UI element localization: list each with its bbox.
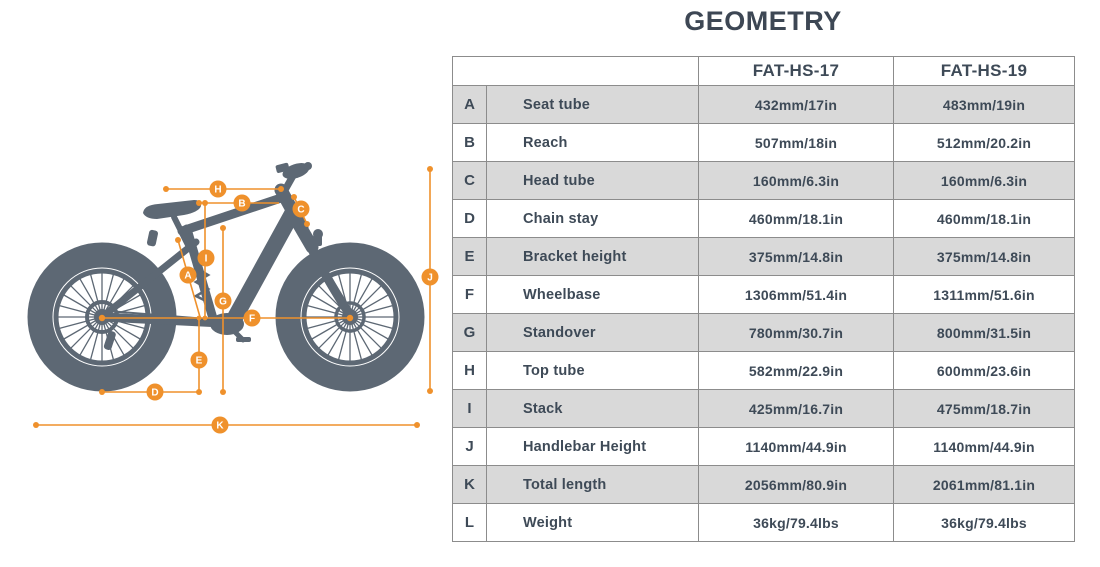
table-row-a <box>453 86 1075 124</box>
table-row-k <box>453 466 1075 504</box>
page-title: GEOMETRY <box>684 6 842 36</box>
row-value-17: 582mm/22.9in <box>699 352 894 390</box>
marker-badge-c <box>293 201 310 218</box>
row-value-17: 432mm/17in <box>699 86 894 124</box>
row-value-19: 160mm/6.3in <box>894 162 1075 200</box>
marker-badge-d <box>147 384 164 401</box>
row-key: G <box>453 314 487 352</box>
table-row-l <box>453 504 1075 542</box>
table-row-c <box>453 162 1075 200</box>
table-row-h <box>453 352 1075 390</box>
row-value-19: 475mm/18.7in <box>894 390 1075 428</box>
table-row-j <box>453 428 1075 466</box>
marker-letter-c: C <box>297 204 305 216</box>
marker-letter-b: B <box>238 198 246 210</box>
row-key: A <box>453 86 487 124</box>
marker-letter-i: I <box>204 253 208 265</box>
marker-letter-g: G <box>219 296 227 308</box>
marker-letter-a: A <box>184 270 192 282</box>
row-key: B <box>453 124 487 162</box>
row-label: Standover <box>487 314 699 352</box>
row-value-19: 483mm/19in <box>894 86 1075 124</box>
row-key: I <box>453 390 487 428</box>
marker-badge-e <box>191 352 208 369</box>
marker-badge-a <box>180 267 197 284</box>
row-key: D <box>453 200 487 238</box>
row-value-19: 512mm/20.2in <box>894 124 1075 162</box>
row-key: E <box>453 238 487 276</box>
marker-letter-f: F <box>248 313 256 325</box>
row-key: C <box>453 162 487 200</box>
marker-badge-j <box>422 269 439 286</box>
row-value-17: 160mm/6.3in <box>699 162 894 200</box>
marker-badge-b <box>234 195 251 212</box>
table-row-b <box>453 124 1075 162</box>
table-row-e <box>453 238 1075 276</box>
row-value-17: 375mm/14.8in <box>699 238 894 276</box>
dimension-line-g <box>220 225 226 395</box>
row-value-17: 1140mm/44.9in <box>699 428 894 466</box>
row-value-17: 36kg/79.4lbs <box>699 504 894 542</box>
row-value-19: 600mm/23.6in <box>894 352 1075 390</box>
table-row-i <box>453 390 1075 428</box>
bike-silhouette <box>40 160 412 379</box>
marker-badge-k <box>212 417 229 434</box>
row-key: L <box>453 504 487 542</box>
row-label: Seat tube <box>487 86 699 124</box>
row-label: Bracket height <box>487 238 699 276</box>
row-label: Stack <box>487 390 699 428</box>
row-value-17: 780mm/30.7in <box>699 314 894 352</box>
marker-letter-k: K <box>216 420 224 432</box>
marker-badge-h <box>210 181 227 198</box>
bike-geometry-diagram <box>0 135 450 455</box>
row-key: H <box>453 352 487 390</box>
row-value-19: 800mm/31.5in <box>894 314 1075 352</box>
marker-badge-g <box>215 293 232 310</box>
row-label: Top tube <box>487 352 699 390</box>
column-header-fat-hs-19: FAT-HS-19 <box>894 57 1075 86</box>
table-row-g <box>453 314 1075 352</box>
row-value-17: 1306mm/51.4in <box>699 276 894 314</box>
row-value-17: 425mm/16.7in <box>699 390 894 428</box>
row-label: Handlebar Height <box>487 428 699 466</box>
row-label: Reach <box>487 124 699 162</box>
row-value-19: 1140mm/44.9in <box>894 428 1075 466</box>
row-value-19: 375mm/14.8in <box>894 238 1075 276</box>
marker-letter-h: H <box>214 184 222 196</box>
marker-letter-d: D <box>151 387 159 399</box>
geometry-table <box>452 56 1075 542</box>
table-row-d <box>453 200 1075 238</box>
row-label: Total length <box>487 466 699 504</box>
row-value-19: 1311mm/51.6in <box>894 276 1075 314</box>
row-value-19: 460mm/18.1in <box>894 200 1075 238</box>
row-value-17: 507mm/18in <box>699 124 894 162</box>
row-value-17: 2056mm/80.9in <box>699 466 894 504</box>
column-header-fat-hs-17: FAT-HS-17 <box>699 57 894 86</box>
row-key: F <box>453 276 487 314</box>
row-value-19: 36kg/79.4lbs <box>894 504 1075 542</box>
marker-letter-j: J <box>427 272 433 284</box>
row-label: Wheelbase <box>487 276 699 314</box>
marker-badge-f <box>244 310 261 327</box>
table-row-f <box>453 276 1075 314</box>
row-key: J <box>453 428 487 466</box>
row-key: K <box>453 466 487 504</box>
header-row <box>453 57 1075 86</box>
row-label: Weight <box>487 504 699 542</box>
marker-letter-e: E <box>195 355 203 367</box>
marker-badge-i <box>198 250 215 267</box>
row-value-19: 2061mm/81.1in <box>894 466 1075 504</box>
empty-header-cell <box>453 57 699 86</box>
row-value-17: 460mm/18.1in <box>699 200 894 238</box>
row-label: Chain stay <box>487 200 699 238</box>
row-label: Head tube <box>487 162 699 200</box>
